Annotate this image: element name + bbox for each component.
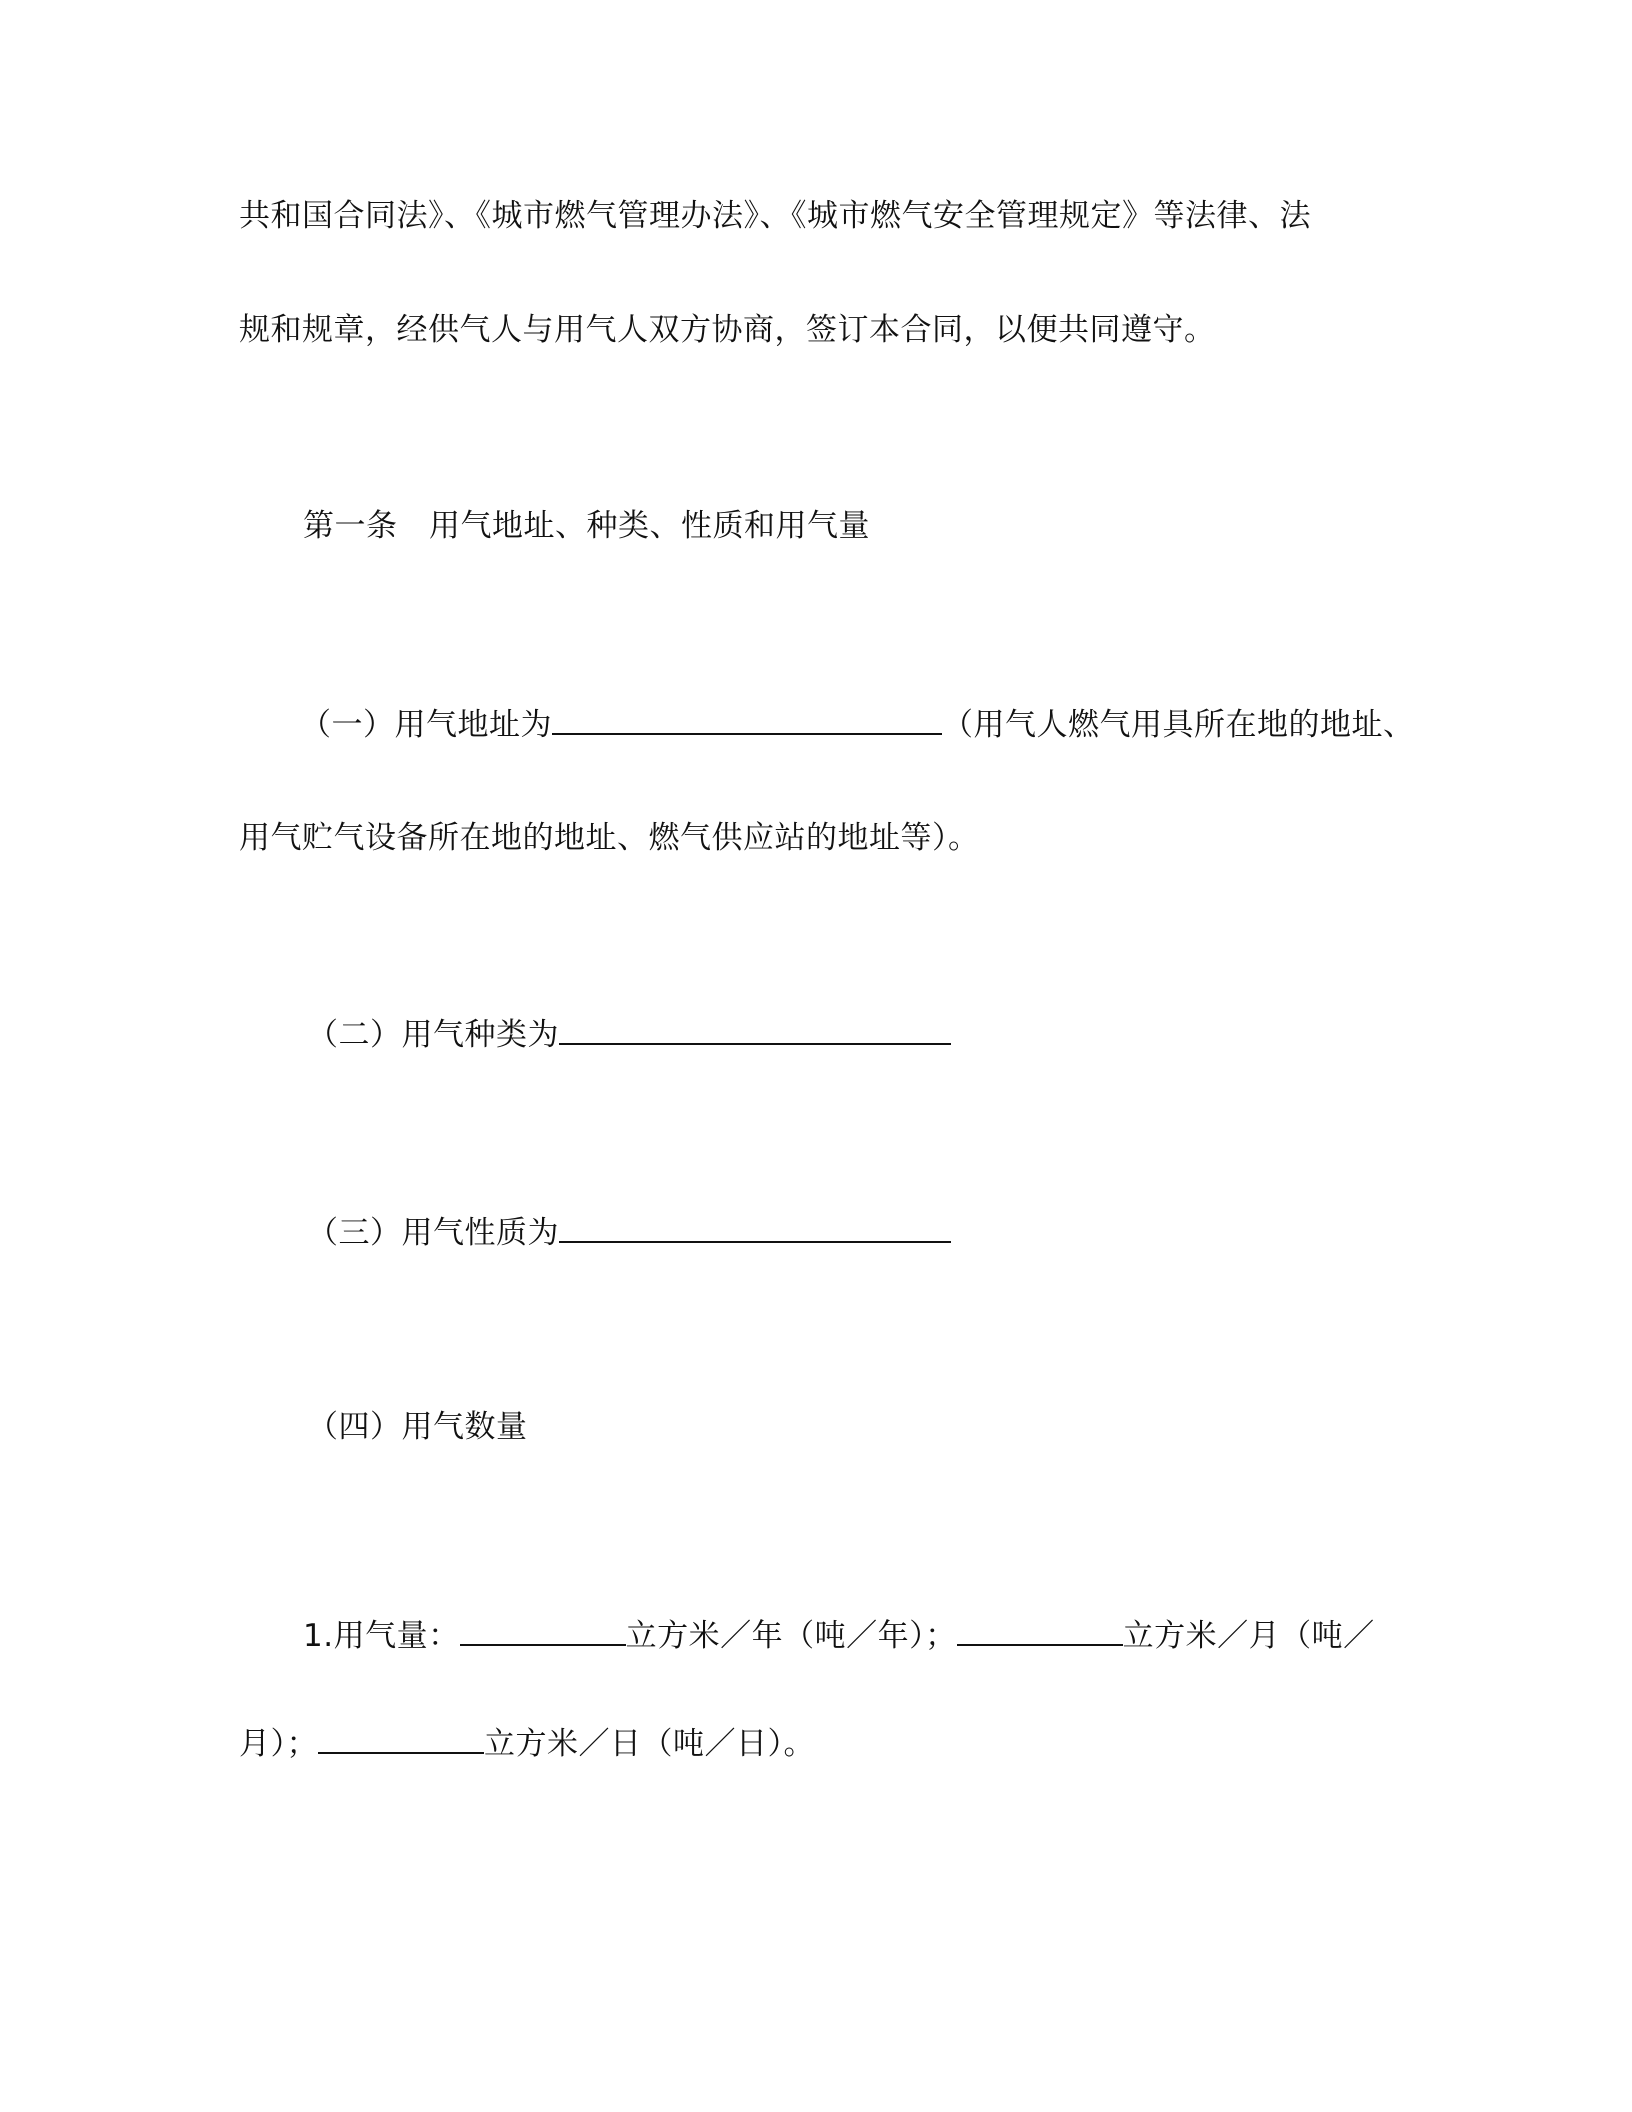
- item-1-prefix: （一）用气地址为: [300, 707, 552, 743]
- item-1-line-2: [239, 818, 980, 858]
- item-4-heading: （四）用气数量: [307, 1409, 528, 1445]
- paragraph-line-1: [239, 196, 1311, 236]
- item-1-suffix: （用气人燃气用具所在地的地址、: [942, 707, 1415, 743]
- gas-nature-blank[interactable]: [559, 1211, 951, 1243]
- item-2: [307, 1013, 951, 1055]
- volume-month-blank[interactable]: [957, 1614, 1123, 1646]
- unit-month: 立方米／月（吨／: [1122, 1618, 1375, 1654]
- paragraph-text: 规和规章，经供气人与用气人双方协商，签订本合同，以便共同遵守。: [239, 312, 1216, 348]
- unit-day: 立方米／日（吨／日）。: [484, 1726, 815, 1762]
- item-3: [307, 1211, 951, 1253]
- item-1-line-1: [300, 703, 1415, 745]
- item-2-prefix: （二）用气种类为: [307, 1017, 559, 1053]
- volume-day-blank[interactable]: [318, 1722, 484, 1754]
- article-heading-text: 第一条 用气地址、种类、性质和用气量: [303, 508, 870, 544]
- item-4: [307, 1407, 528, 1447]
- unit-year: 立方米／年（吨／年）；: [625, 1618, 957, 1654]
- paragraph-line-2: [239, 310, 1216, 350]
- sub-1-prefix: 1.用气量：: [303, 1618, 460, 1654]
- item-3-prefix: （三）用气性质为: [307, 1215, 559, 1251]
- sub-1-line-2-prefix: 月）；: [239, 1726, 318, 1762]
- volume-year-blank[interactable]: [460, 1614, 626, 1646]
- paragraph-text: 共和国合同法》、《城市燃气管理办法》、《城市燃气安全管理规定》等法律、法: [239, 198, 1311, 234]
- gas-type-blank[interactable]: [559, 1013, 951, 1045]
- address-blank[interactable]: [552, 703, 942, 735]
- article-heading: [303, 506, 870, 546]
- item-1-text: 用气贮气设备所在地的地址、燃气供应站的地址等）。: [239, 820, 980, 856]
- sub-1-line-2: [239, 1722, 815, 1764]
- sub-1-line-1: [303, 1614, 1375, 1656]
